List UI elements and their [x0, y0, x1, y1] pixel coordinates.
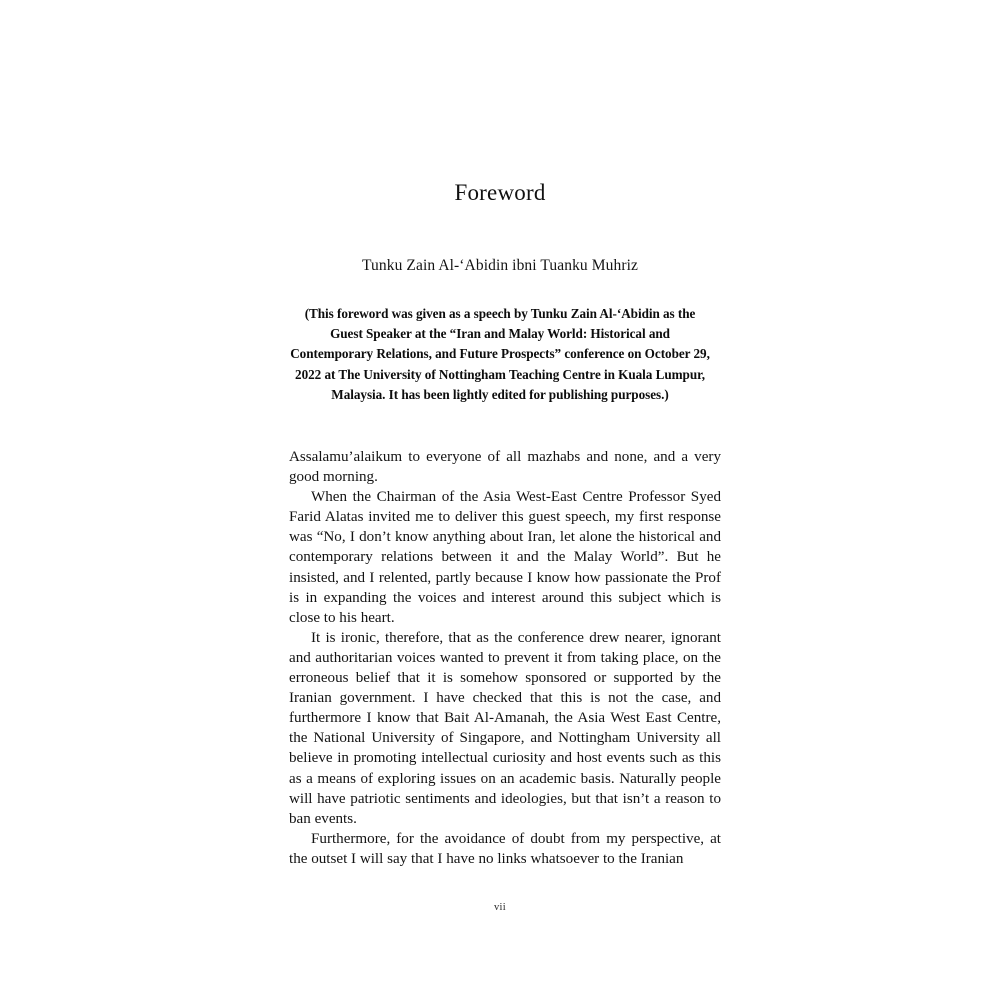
paragraph: It is ironic, therefore, that as the conference drew nearer, ignorant and authoritarian voices wanted to prevent it from taking place, on the erroneous belief that it is somehow sponsored or supported by the Iranian government. I have checked that this is not the case, and furthermore I know that Bait Al-Amanah, the Asia West East Centre, the National University of Singapore, and Nottingham University all believe in promoting intellectual curiosity and host events such as this as a means of exploring issues on an academic basis. Naturally people will have patriotic sentiments and ideologies, but that isn’t a reason to ban events.: [289, 629, 721, 827]
page-number: vii: [494, 902, 506, 913]
paragraph: Assalamu’alaikum to everyone of all mazhabs and none, and a very good morning.: [289, 449, 721, 486]
paragraph: When the Chairman of the Asia West-East Centre Professor Syed Farid Alatas invited me to deliver this guest speech, my first response was “No, I don’t know anything about Iran, let alone the historical and contemporary relations between it and the Malay World”. But he insisted, and I relented, partly because I know how passionate the Prof is in expanding the voices and interest around this subject which is close to his heart.: [289, 489, 721, 626]
body-text-block: [289, 447, 721, 869]
editorial-note: (This foreword was given as a speech by Tunku Zain Al-‘Abidin as the Guest Speaker at the “Iran and Malay World: Historical and Contemporary Relations, and Future Prospects” conference on October 29, 2022 at The University of Nottingham Teaching Centre in Kuala Lumpur, Malaysia. It has been lightly edited for publishing purposes.): [290, 306, 710, 402]
author-byline: Tunku Zain Al-‘Abidin ibni Tuanku Muhriz: [362, 257, 638, 274]
page-title: Foreword: [454, 180, 546, 206]
paragraph: Furthermore, for the avoidance of doubt from my perspective, at the outset I will say that I have no links whatsoever to the Iranian: [289, 830, 721, 867]
